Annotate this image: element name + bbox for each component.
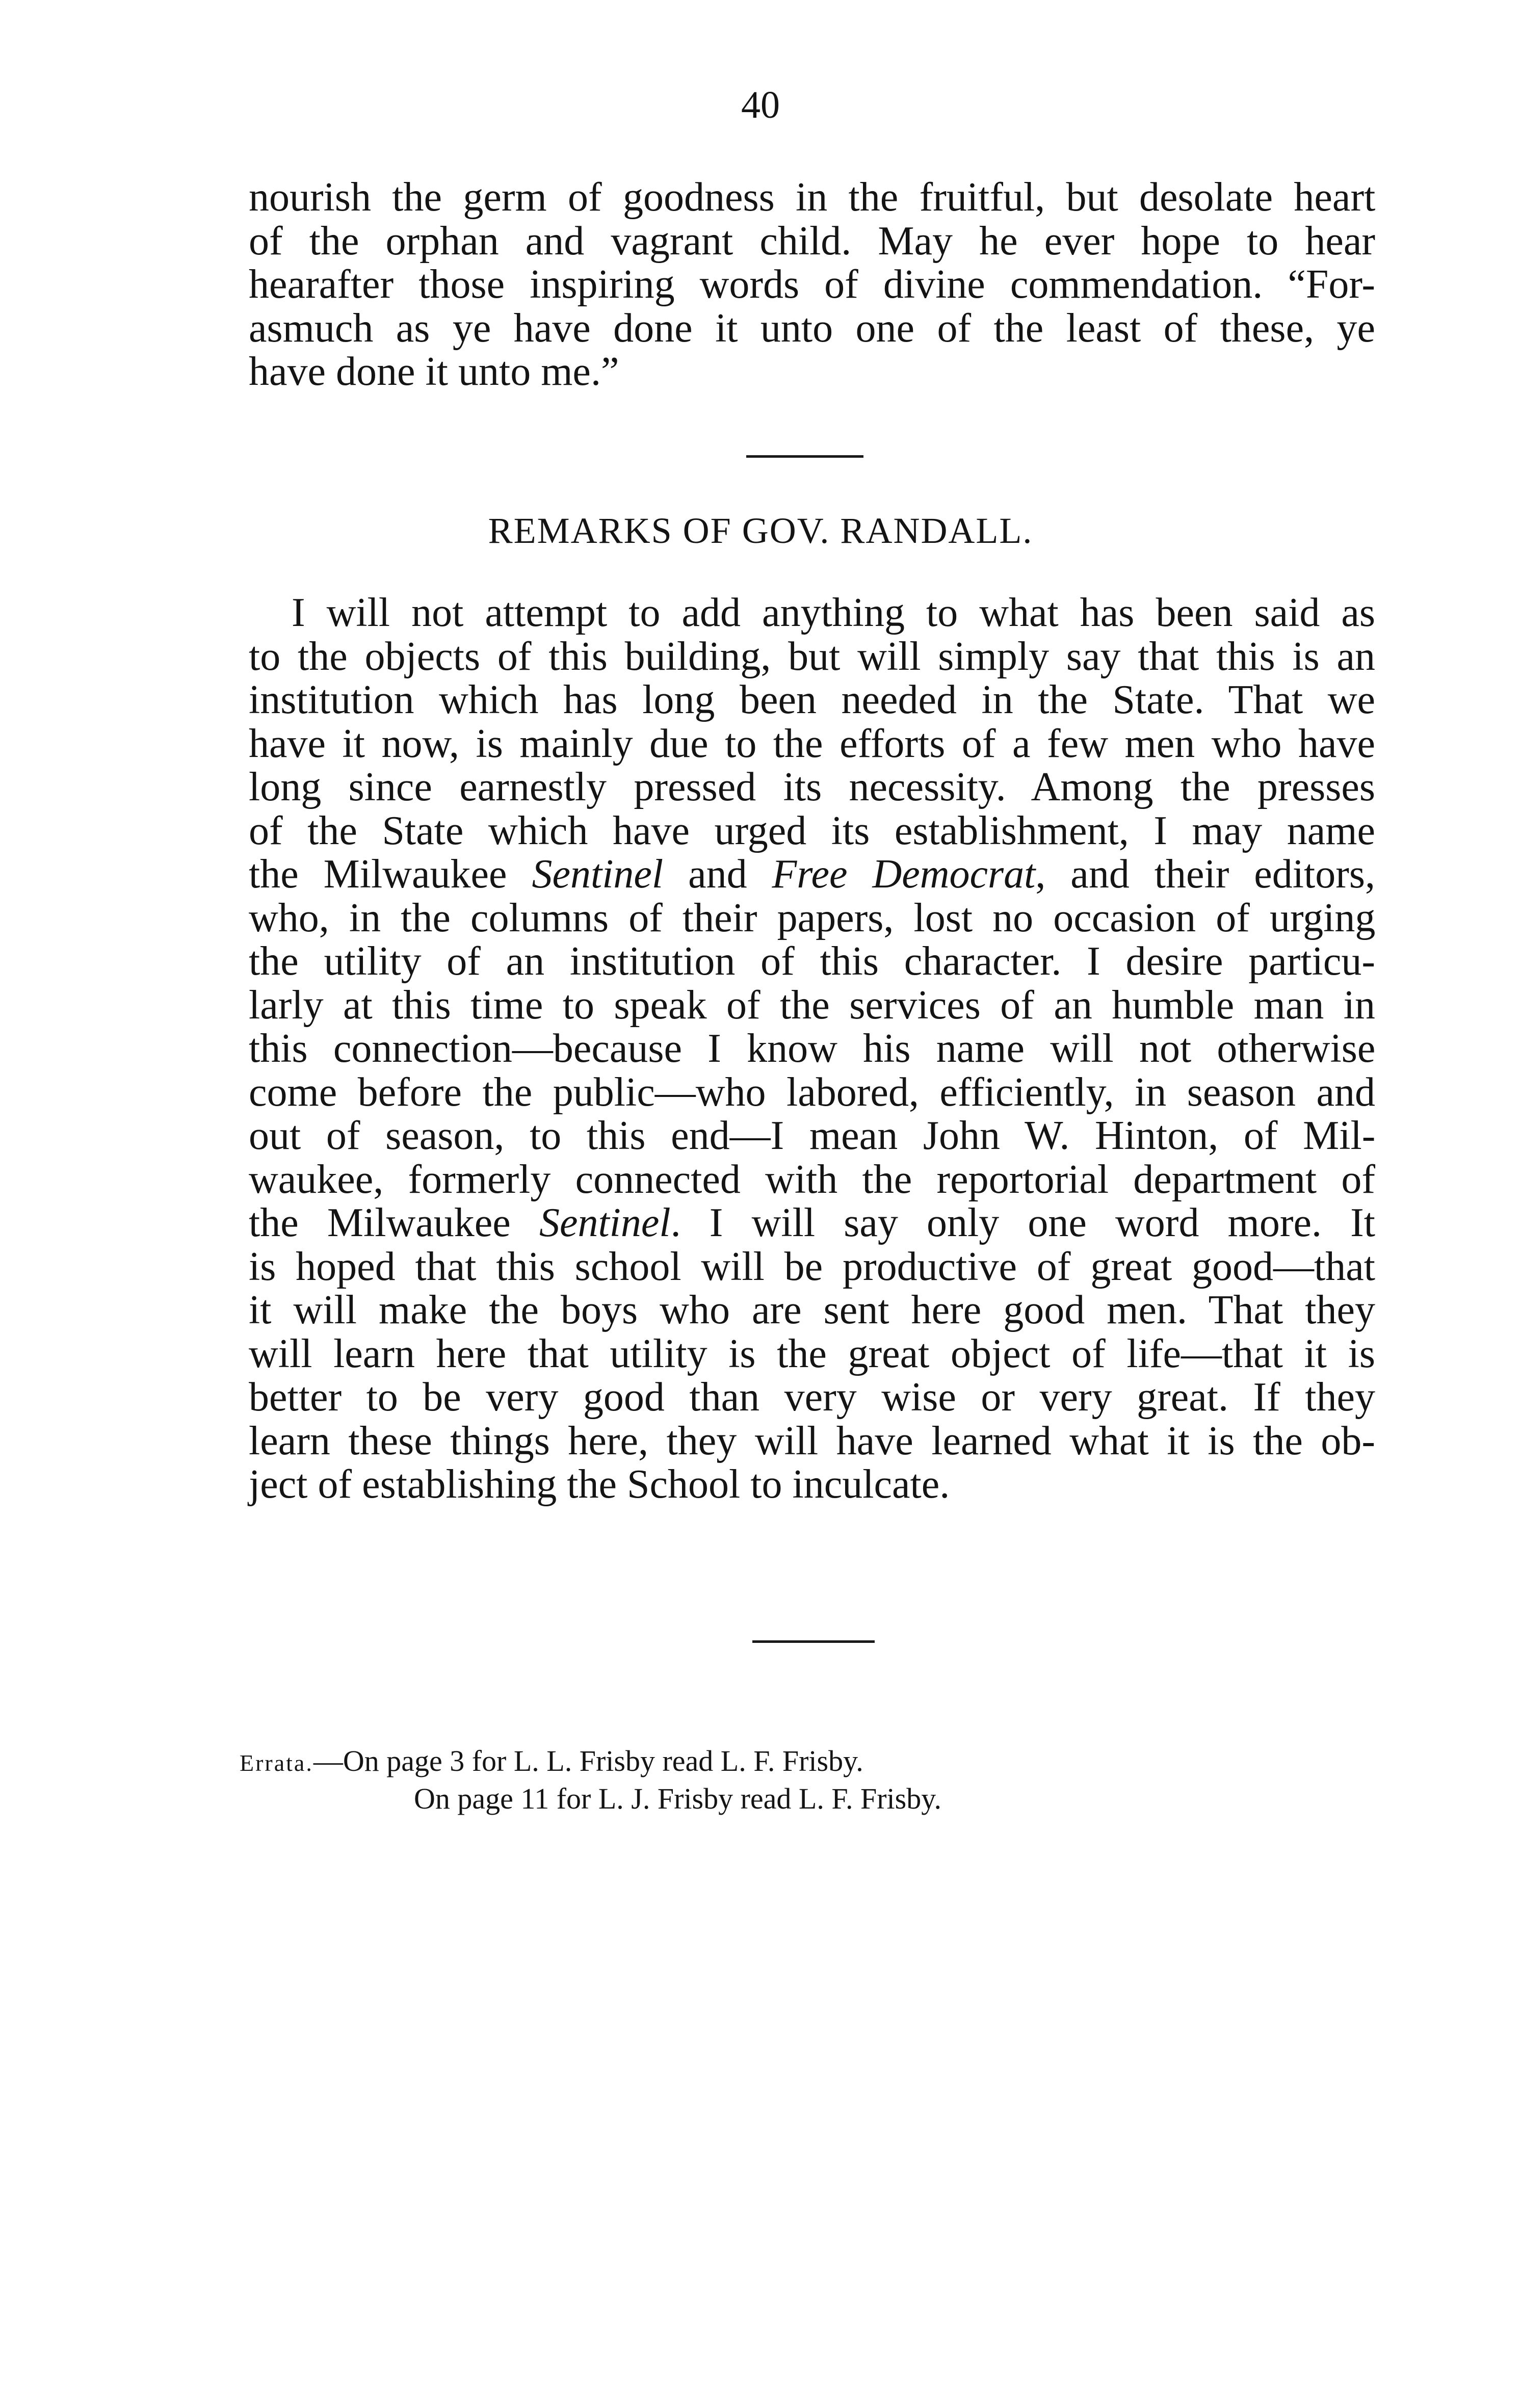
errata-label: Errata. bbox=[240, 1750, 313, 1776]
text-line: I will not attempt to add anything to what has been said as bbox=[292, 590, 1375, 635]
text-line: have done it unto me.” bbox=[249, 349, 619, 394]
end-divider-rule bbox=[752, 1640, 875, 1643]
text-line: come before the public—who labored, efficiently, in season and bbox=[249, 1069, 1375, 1115]
text-line: better to be very good than very wise or very great. If they bbox=[249, 1375, 1375, 1420]
errata-text: —On page 3 for L. L. Frisby read L. F. Frisby. bbox=[313, 1744, 863, 1777]
text-line: to the objects of this building, but will simply say that this is an bbox=[249, 634, 1376, 679]
text-line bbox=[249, 1201, 1375, 1245]
section-divider-rule bbox=[746, 455, 863, 458]
newspaper-title: Sentinel bbox=[539, 1200, 671, 1245]
section-paragraph bbox=[249, 591, 1375, 1507]
text-line: learn these things here, they will have learned what it is the ob- bbox=[249, 1418, 1375, 1463]
newspaper-title: Free Democrat bbox=[772, 852, 1036, 897]
text-line: will learn here that utility is the great object of life—that it is bbox=[249, 1331, 1375, 1376]
text-line: of the orphan and vagrant child. May he ever hope to hear bbox=[249, 218, 1375, 264]
text-line: institution which has long been needed in the State. That we bbox=[249, 677, 1375, 722]
text-line: long since earnestly pressed its necessity. Among the presses bbox=[249, 765, 1375, 809]
text-line: ject of establishing the School to inculcate. bbox=[249, 1462, 950, 1507]
text-line: who, in the columns of their papers, lost no occasion of urging bbox=[249, 895, 1376, 940]
page-number: 40 bbox=[741, 84, 780, 126]
text-line: the utility of an institution of this character. I desire particu- bbox=[249, 939, 1375, 984]
text-line: out of season, to this end—I mean John W. Hinton, of Mil- bbox=[249, 1113, 1376, 1158]
text-line: have it now, is mainly due to the efforts of a few men who have bbox=[249, 721, 1375, 766]
text-line: this connection—because I know his name will not otherwise bbox=[249, 1026, 1376, 1071]
text-line: nourish the germ of goodness in the fruitful, but desolate heart bbox=[249, 175, 1376, 220]
errata-line bbox=[240, 1743, 941, 1781]
text-line bbox=[249, 853, 1375, 897]
text-line: larly at this time to speak of the services of an humble man in bbox=[249, 982, 1375, 1028]
text-line: is hoped that this school will be productive of great good—that bbox=[249, 1244, 1375, 1289]
opening-paragraph bbox=[249, 176, 1375, 394]
text-run: the Milwaukee bbox=[249, 852, 532, 897]
text-run: . I will say only one word more. It bbox=[670, 1200, 1375, 1245]
errata-line: On page 11 for L. J. Frisby read L. F. Frisby. bbox=[414, 1782, 941, 1815]
text-line: of the State which have urged its establishment, I may name bbox=[249, 808, 1375, 853]
text-line: asmuch as ye have done it unto one of the least of these, ye bbox=[249, 305, 1375, 351]
text-line: hearafter those inspiring words of divine commendation. “For- bbox=[249, 262, 1375, 307]
text-run: the Milwaukee bbox=[249, 1200, 539, 1245]
newspaper-title: Sentinel bbox=[532, 852, 664, 897]
errata-note bbox=[240, 1743, 941, 1817]
section-heading: REMARKS OF GOV. RANDALL. bbox=[488, 510, 1033, 551]
text-run: and bbox=[663, 852, 772, 897]
text-run: , and their editors, bbox=[1035, 852, 1375, 897]
text-line: it will make the boys who are sent here good men. That they bbox=[249, 1288, 1375, 1332]
text-line: waukee, formerly connected with the reportorial department of bbox=[249, 1157, 1375, 1202]
